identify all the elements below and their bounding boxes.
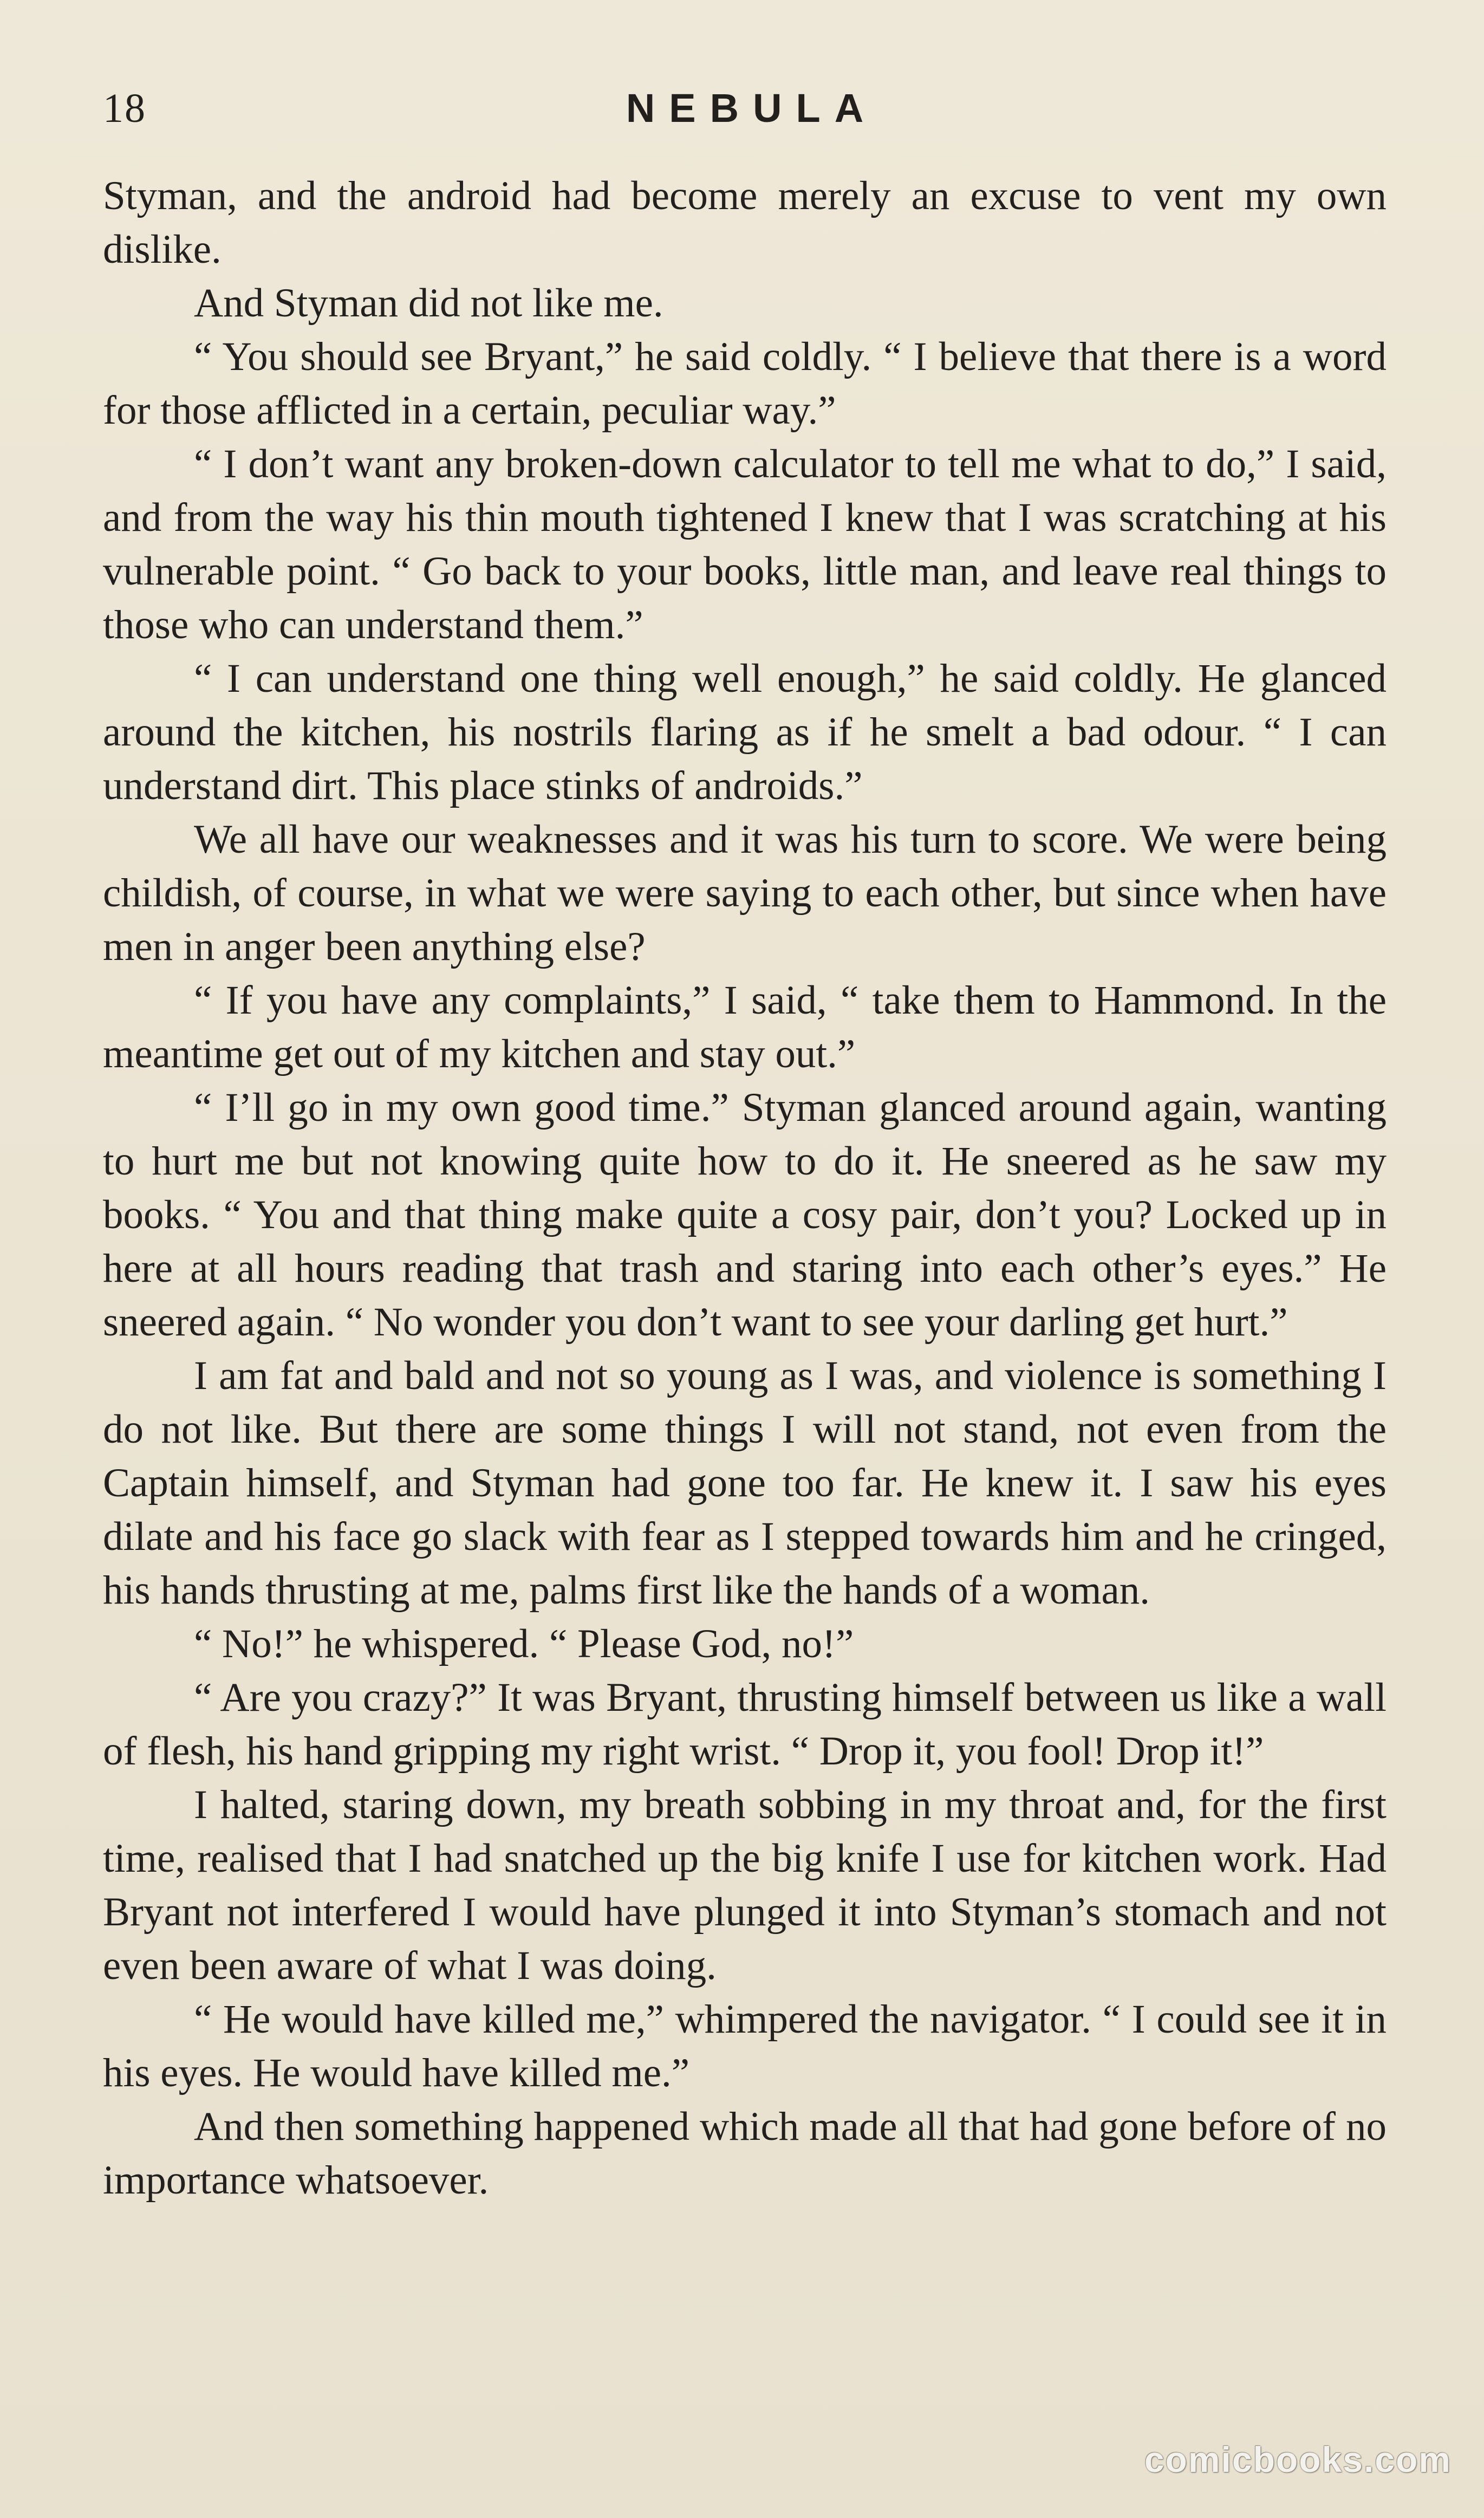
paragraph: “ If you have any complaints,” I said, “ take them to Hammond. In the meantime get out of my kitchen and stay out.”: [103, 978, 1387, 1076]
watermark: comicbooks.com: [1144, 2439, 1452, 2480]
paragraph: “ No!” he whispered. “ Please God, no!”: [194, 1621, 854, 1666]
paragraph: “ I’ll go in my own good time.” Styman glanced around again, wanting to hurt me but not knowing quite how to do it. He sneered as he saw my books. “ You and that thing make quite a cosy pair, don’t you? Locked up in here at all hours reading that trash and staring into each other’s eyes.” He sneered again. “ No wonder you don’t want to see your darling get hurt.”: [103, 1085, 1387, 1345]
paragraph: And then something happened which made all that had gone before of no importance whatsoever.: [103, 2104, 1387, 2203]
paragraph: I am fat and bald and not so young as I was, and violence is something I do not like. But there are some things I will not stand, not even from the Captain himself, and Styman had gone too far. He knew it. I saw his eyes dilate and his face go slack with fear as I stepped towards him and he cringed, his hands thrusting at me, palms first like the hands of a woman.: [103, 1353, 1387, 1613]
paragraph: “ He would have killed me,” whimpered the navigator. “ I could see it in his eyes. He would have killed me.”: [103, 1997, 1387, 2095]
page-number: 18: [103, 86, 146, 131]
paragraph: “ I can understand one thing well enough,” he said coldly. He glanced around the kitchen, his nostrils flaring as if he smelt a bad odour. “ I can understand dirt. This place stinks of androids.”: [103, 656, 1387, 808]
running-head: NEBULA: [626, 86, 878, 131]
body-text: [103, 169, 1387, 2207]
paragraph: “ You should see Bryant,” he said coldly. “ I believe that there is a word for those afflicted in a certain, peculiar way.”: [103, 334, 1387, 433]
paragraph: I halted, staring down, my breath sobbing in my throat and, for the first time, realised that I had snatched up the big knife I use for kitchen work. Had Bryant not interfered I would have plunged it into Styman’s stomach and not even been aware of what I was doing.: [103, 1782, 1387, 1988]
paragraph: “ Are you crazy?” It was Bryant, thrusting himself between us like a wall of flesh, his hand gripping my right wrist. “ Drop it, you fool! Drop it!”: [103, 1675, 1387, 1774]
page-header: [103, 76, 1387, 141]
paragraph: Styman, and the android had become merely an excuse to vent my own dislike.: [103, 173, 1387, 272]
paragraph: And Styman did not like me.: [194, 281, 663, 326]
paragraph: “ I don’t want any broken-down calculator to tell me what to do,” I said, and from the way his thin mouth tightened I knew that I was scratching at his vulnerable point. “ Go back to your books, little man, and leave real things to those who can understand them.”: [103, 442, 1387, 647]
paragraph: We all have our weaknesses and it was his turn to score. We were being childish, of course, in what we were saying to each other, but since when have men in anger been anything else?: [103, 817, 1387, 969]
